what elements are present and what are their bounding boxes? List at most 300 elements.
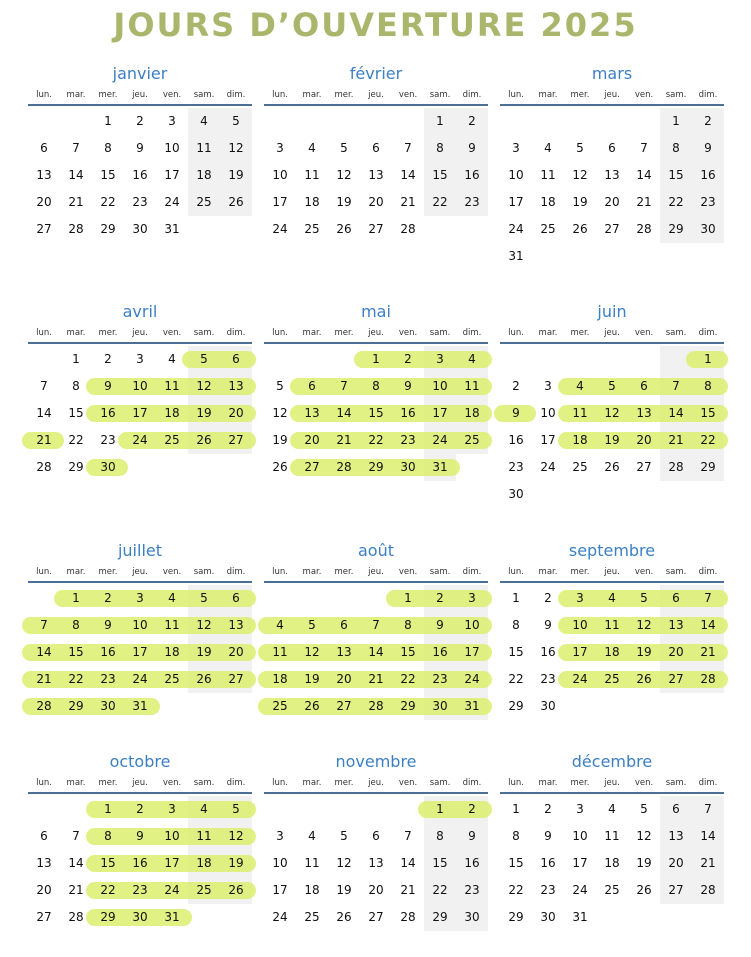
weekday-header (500, 86, 724, 104)
day-cell (28, 877, 60, 904)
day-number: 22 (700, 433, 716, 447)
day-number: 20 (636, 433, 652, 447)
day-number: 22 (668, 195, 684, 209)
weekday-label: jeu. (132, 567, 148, 577)
weekday-label: mar. (302, 567, 322, 577)
weekday-label: dim. (462, 778, 482, 788)
weekday-header (500, 324, 724, 342)
day-number: 29 (508, 910, 524, 924)
day-cell (532, 823, 564, 850)
day-number: 16 (400, 406, 416, 420)
weekday-label: lun. (272, 328, 288, 338)
week-row (500, 189, 724, 216)
day-cell (692, 135, 724, 162)
day-cell (500, 877, 532, 904)
day-number: 13 (228, 379, 244, 393)
day-number: 14 (368, 645, 384, 659)
weekday-label: jeu. (132, 90, 148, 100)
empty-cell (532, 108, 564, 135)
day-number: 18 (604, 645, 620, 659)
day-number: 11 (164, 618, 180, 632)
empty-cell (596, 481, 628, 508)
weekday-label: lun. (272, 778, 288, 788)
day-number: 29 (508, 699, 524, 713)
month-9 (500, 539, 724, 720)
day-number: 26 (228, 883, 244, 897)
day-number: 31 (132, 699, 148, 713)
day-number: 10 (272, 856, 288, 870)
day-cell (296, 216, 328, 243)
weekday-label: mer. (98, 567, 118, 577)
empty-cell (500, 346, 532, 373)
empty-cell (456, 216, 488, 243)
month-name: novembre (335, 752, 417, 771)
day-cell (264, 189, 296, 216)
weekday-label: jeu. (368, 90, 384, 100)
day-number: 12 (604, 406, 620, 420)
day-number: 27 (336, 699, 352, 713)
day-cell (532, 693, 564, 720)
day-cell (124, 216, 156, 243)
day-number: 26 (636, 672, 652, 686)
day-number: 15 (668, 168, 684, 182)
day-cell (628, 796, 660, 823)
day-number: 16 (508, 433, 524, 447)
day-number: 16 (132, 856, 148, 870)
day-number: 10 (508, 168, 524, 182)
day-number: 27 (604, 222, 620, 236)
day-number: 4 (608, 591, 616, 605)
day-cell (124, 346, 156, 373)
day-number: 22 (432, 195, 448, 209)
day-number: 23 (508, 460, 524, 474)
day-cell (456, 135, 488, 162)
day-number: 3 (136, 591, 144, 605)
day-number: 15 (100, 168, 116, 182)
weekday-label: lun. (272, 90, 288, 100)
day-number: 19 (336, 883, 352, 897)
day-number: 13 (336, 645, 352, 659)
day-number: 9 (104, 618, 112, 632)
day-cell (264, 850, 296, 877)
day-cell (92, 189, 124, 216)
day-number: 31 (572, 910, 588, 924)
day-cell (564, 877, 596, 904)
weekday-label: ven. (398, 328, 418, 338)
day-number: 15 (508, 645, 524, 659)
day-number: 21 (636, 195, 652, 209)
day-number: 30 (132, 222, 148, 236)
day-cell (124, 135, 156, 162)
day-number: 13 (636, 406, 652, 420)
empty-cell (660, 693, 692, 720)
empty-cell (424, 216, 456, 243)
day-number: 17 (272, 883, 288, 897)
empty-cell (628, 243, 660, 270)
month-7 (28, 539, 252, 720)
month-name: juillet (117, 541, 163, 560)
month-12 (500, 750, 724, 931)
day-number: 20 (36, 195, 52, 209)
month-name: octobre (109, 752, 171, 771)
day-cell (60, 216, 92, 243)
day-number: 3 (576, 802, 584, 816)
day-cell (360, 823, 392, 850)
header-rule (500, 792, 724, 794)
week-row (264, 850, 488, 877)
day-number: 10 (432, 379, 448, 393)
empty-cell (628, 904, 660, 931)
day-number: 1 (704, 352, 712, 366)
day-cell (296, 823, 328, 850)
week-row (28, 108, 252, 135)
day-cell (660, 189, 692, 216)
day-cell (392, 904, 424, 931)
weekday-label: sam. (429, 328, 451, 338)
day-number: 5 (576, 141, 584, 155)
day-number: 28 (68, 910, 84, 924)
day-number: 23 (540, 672, 556, 686)
empty-cell (296, 585, 328, 612)
day-number: 7 (72, 829, 80, 843)
empty-cell (296, 796, 328, 823)
day-number: 18 (164, 406, 180, 420)
day-cell (264, 904, 296, 931)
day-grid (28, 108, 252, 243)
empty-cell (264, 346, 296, 373)
day-cell (532, 216, 564, 243)
day-number: 25 (164, 433, 180, 447)
day-number: 29 (68, 460, 84, 474)
day-cell (596, 877, 628, 904)
day-cell (500, 796, 532, 823)
day-cell (264, 823, 296, 850)
day-number: 23 (464, 883, 480, 897)
day-number: 3 (276, 829, 284, 843)
day-number: 3 (168, 114, 176, 128)
day-cell (456, 823, 488, 850)
month-name: février (349, 64, 403, 83)
day-number: 28 (368, 699, 384, 713)
day-cell (60, 346, 92, 373)
empty-cell (328, 796, 360, 823)
day-number: 20 (228, 645, 244, 659)
day-cell (660, 877, 692, 904)
day-number: 14 (36, 645, 52, 659)
day-number: 28 (668, 460, 684, 474)
day-number: 29 (100, 222, 116, 236)
day-cell (92, 216, 124, 243)
empty-cell (564, 346, 596, 373)
empty-cell (596, 346, 628, 373)
day-number: 18 (464, 406, 480, 420)
day-number: 6 (340, 618, 348, 632)
day-cell (188, 162, 220, 189)
day-number: 31 (164, 910, 180, 924)
empty-cell (264, 796, 296, 823)
day-number: 1 (404, 591, 412, 605)
day-number: 25 (572, 460, 588, 474)
day-number: 26 (196, 672, 212, 686)
day-cell (424, 162, 456, 189)
day-cell (628, 850, 660, 877)
day-number: 17 (164, 856, 180, 870)
open-days-highlight (54, 590, 256, 607)
day-number: 7 (340, 379, 348, 393)
header-rule (264, 104, 488, 106)
day-number: 11 (196, 829, 212, 843)
weekday-label: lun. (508, 328, 524, 338)
weekday-label: mar. (538, 328, 558, 338)
weekday-label: jeu. (604, 778, 620, 788)
day-number: 7 (404, 829, 412, 843)
day-number: 25 (196, 883, 212, 897)
day-number: 20 (36, 883, 52, 897)
day-cell (532, 189, 564, 216)
day-number: 20 (668, 645, 684, 659)
weekday-label: jeu. (132, 328, 148, 338)
day-number: 9 (404, 379, 412, 393)
day-number: 30 (508, 487, 524, 501)
day-number: 14 (68, 856, 84, 870)
weekday-label: ven. (398, 90, 418, 100)
day-number: 8 (672, 141, 680, 155)
day-number: 26 (604, 460, 620, 474)
weekday-label: sam. (193, 328, 215, 338)
empty-cell (596, 243, 628, 270)
weekday-label: dim. (462, 567, 482, 577)
day-number: 9 (544, 829, 552, 843)
day-number: 2 (104, 352, 112, 366)
day-number: 9 (104, 379, 112, 393)
empty-cell (532, 481, 564, 508)
day-cell (360, 877, 392, 904)
day-number: 21 (700, 856, 716, 870)
day-number: 21 (336, 433, 352, 447)
day-number: 13 (668, 618, 684, 632)
open-days-highlight (290, 378, 492, 395)
day-number: 11 (164, 379, 180, 393)
week-row (500, 243, 724, 270)
day-cell (500, 243, 532, 270)
day-number: 17 (508, 195, 524, 209)
empty-cell (628, 693, 660, 720)
day-number: 5 (340, 829, 348, 843)
day-cell (28, 135, 60, 162)
day-cell (28, 400, 60, 427)
day-number: 26 (336, 910, 352, 924)
month-5 (264, 300, 488, 481)
day-number: 8 (372, 379, 380, 393)
day-number: 8 (704, 379, 712, 393)
day-cell (500, 189, 532, 216)
day-grid (264, 585, 488, 720)
day-number: 1 (436, 802, 444, 816)
weekday-label: ven. (398, 567, 418, 577)
month-name: septembre (568, 541, 656, 560)
day-number: 6 (40, 141, 48, 155)
weekday-label: lun. (36, 567, 52, 577)
day-cell (596, 796, 628, 823)
day-number: 15 (68, 406, 84, 420)
day-number: 22 (68, 672, 84, 686)
day-cell (392, 135, 424, 162)
day-cell (28, 216, 60, 243)
day-number: 4 (308, 141, 316, 155)
weekday-label: sam. (665, 778, 687, 788)
empty-cell (692, 904, 724, 931)
weekday-label: lun. (36, 778, 52, 788)
day-number: 6 (672, 802, 680, 816)
weekday-label: dim. (698, 90, 718, 100)
day-number: 15 (508, 856, 524, 870)
empty-cell (188, 693, 220, 720)
weekday-label: jeu. (368, 778, 384, 788)
day-cell (500, 666, 532, 693)
empty-cell (692, 481, 724, 508)
day-cell (532, 850, 564, 877)
day-cell (92, 108, 124, 135)
empty-cell (564, 108, 596, 135)
day-cell (532, 796, 564, 823)
day-number: 5 (308, 618, 316, 632)
day-number: 2 (544, 591, 552, 605)
day-number: 23 (432, 672, 448, 686)
weekday-label: sam. (193, 90, 215, 100)
day-number: 10 (164, 141, 180, 155)
weekday-label: mer. (570, 328, 590, 338)
day-number: 13 (228, 618, 244, 632)
day-number: 17 (464, 645, 480, 659)
day-number: 13 (668, 829, 684, 843)
day-number: 7 (40, 379, 48, 393)
week-row (264, 108, 488, 135)
day-number: 28 (68, 222, 84, 236)
page-title: JOURS D’OUVERTURE 2025 (113, 6, 638, 44)
day-cell (456, 850, 488, 877)
day-number: 18 (164, 645, 180, 659)
day-number: 28 (400, 222, 416, 236)
day-number: 30 (100, 699, 116, 713)
weekday-label: sam. (665, 567, 687, 577)
week-row (264, 162, 488, 189)
day-number: 5 (200, 352, 208, 366)
day-cell (296, 850, 328, 877)
day-number: 28 (700, 672, 716, 686)
weekday-header (264, 774, 488, 792)
day-cell (296, 135, 328, 162)
day-number: 6 (672, 591, 680, 605)
day-number: 19 (636, 856, 652, 870)
day-number: 23 (464, 195, 480, 209)
day-cell (60, 162, 92, 189)
weekday-label: mer. (334, 567, 354, 577)
day-number: 14 (336, 406, 352, 420)
day-cell (392, 216, 424, 243)
day-number: 27 (36, 222, 52, 236)
weekday-label: mar. (538, 567, 558, 577)
day-cell (660, 108, 692, 135)
empty-cell (692, 693, 724, 720)
day-cell (456, 189, 488, 216)
weekday-label: ven. (162, 778, 182, 788)
empty-cell (596, 693, 628, 720)
day-number: 23 (100, 433, 116, 447)
day-number: 8 (104, 141, 112, 155)
day-cell (500, 162, 532, 189)
day-cell (564, 189, 596, 216)
weekday-label: ven. (634, 90, 654, 100)
weekday-label: dim. (226, 567, 246, 577)
day-number: 16 (464, 168, 480, 182)
day-cell (424, 850, 456, 877)
weekday-label: sam. (429, 778, 451, 788)
month-name: juin (597, 302, 627, 321)
day-number: 28 (700, 883, 716, 897)
day-number: 5 (608, 379, 616, 393)
weekday-label: jeu. (368, 567, 384, 577)
day-cell (532, 454, 564, 481)
day-number: 11 (304, 856, 320, 870)
weekday-label: mer. (98, 328, 118, 338)
weekday-label: mar. (302, 778, 322, 788)
day-number: 11 (572, 406, 588, 420)
day-number: 8 (72, 379, 80, 393)
weekday-label: mer. (334, 90, 354, 100)
day-number: 20 (604, 195, 620, 209)
day-cell (220, 108, 252, 135)
day-number: 13 (36, 856, 52, 870)
day-number: 5 (232, 802, 240, 816)
day-cell (456, 877, 488, 904)
day-cell (692, 216, 724, 243)
day-cell (660, 850, 692, 877)
empty-cell (296, 108, 328, 135)
month-10 (28, 750, 252, 931)
day-number: 7 (372, 618, 380, 632)
weekday-label: ven. (398, 778, 418, 788)
empty-cell (28, 346, 60, 373)
header-rule (28, 342, 252, 344)
day-number: 8 (104, 829, 112, 843)
weekday-label: ven. (162, 90, 182, 100)
day-number: 2 (468, 114, 476, 128)
day-number: 7 (704, 591, 712, 605)
day-cell (596, 189, 628, 216)
day-number: 24 (164, 883, 180, 897)
day-number: 17 (540, 433, 556, 447)
day-cell (456, 108, 488, 135)
day-cell (564, 162, 596, 189)
day-number: 20 (304, 433, 320, 447)
day-number: 29 (68, 699, 84, 713)
day-cell (328, 189, 360, 216)
day-number: 18 (196, 168, 212, 182)
day-number: 10 (464, 618, 480, 632)
empty-cell (392, 108, 424, 135)
empty-cell (596, 904, 628, 931)
day-cell (660, 162, 692, 189)
day-cell (92, 135, 124, 162)
month-name: décembre (571, 752, 653, 771)
day-number: 12 (336, 168, 352, 182)
day-cell (392, 877, 424, 904)
day-number: 2 (544, 802, 552, 816)
day-number: 2 (136, 802, 144, 816)
day-number: 8 (72, 618, 80, 632)
day-cell (92, 346, 124, 373)
day-cell (596, 850, 628, 877)
